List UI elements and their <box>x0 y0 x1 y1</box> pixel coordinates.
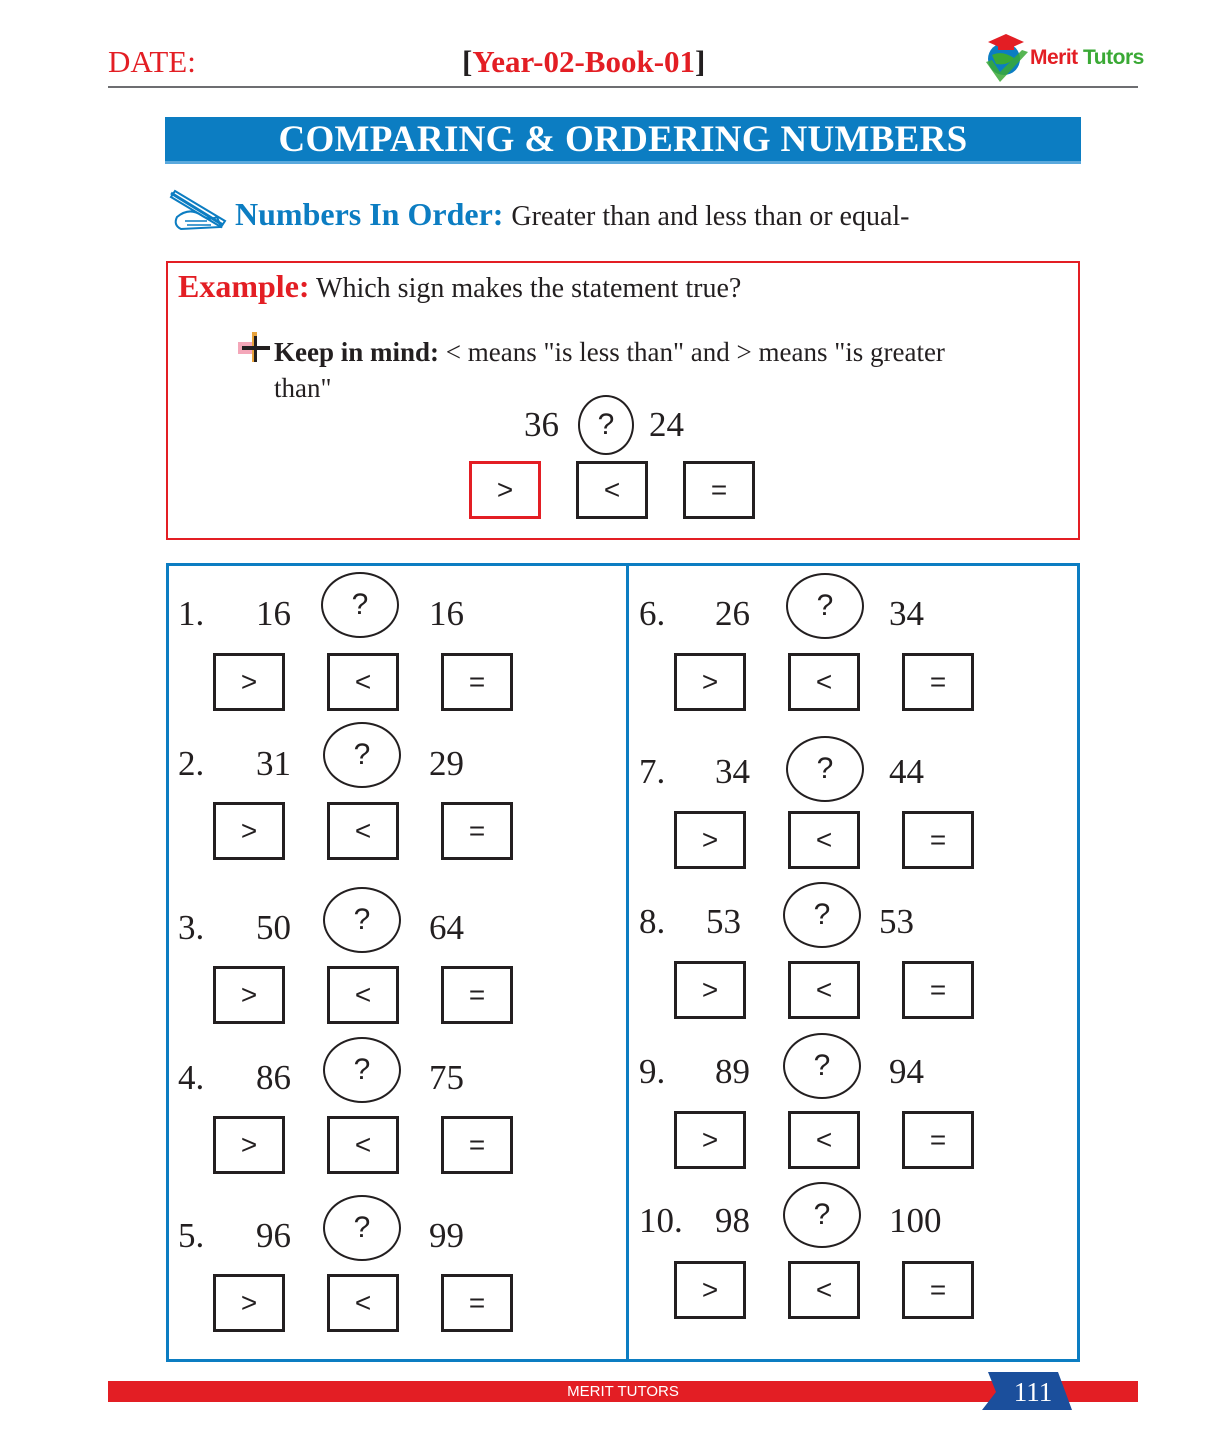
problem-5-left: 96 <box>256 1216 291 1255</box>
problem-8-right: 53 <box>879 902 914 941</box>
problem-3-choice-greater[interactable]: > <box>213 966 285 1024</box>
problem-10-choice-less[interactable]: < <box>788 1261 860 1319</box>
example-question <box>178 268 741 305</box>
problem-10-choice-equal[interactable]: = <box>902 1261 974 1319</box>
problem-4-choice-less[interactable]: < <box>327 1116 399 1174</box>
problem-8-choice-equal[interactable]: = <box>902 961 974 1019</box>
problem-6-circle: ? <box>786 573 864 639</box>
page-title: COMPARING & ORDERING NUMBERS <box>278 118 968 160</box>
problem-9-left: 89 <box>715 1052 750 1091</box>
problem-1-choice-less[interactable]: < <box>327 653 399 711</box>
logo-wordmark <box>1030 46 1144 70</box>
example-label: Example: <box>178 268 310 304</box>
section-subtitle: Greater than and less than or equal- <box>511 201 910 232</box>
problem-7-right: 44 <box>889 752 924 791</box>
problem-3-choice-equal[interactable]: = <box>441 966 513 1024</box>
keep-in-mind-text: < means "is less than" and > means "is greater than" <box>274 337 945 403</box>
problem-7-index: 7. <box>639 752 666 791</box>
problem-2-choice-greater[interactable]: > <box>213 802 285 860</box>
problem-6-index: 6. <box>639 594 666 633</box>
problem-1-left: 16 <box>256 594 291 633</box>
problem-5-choice-equal[interactable]: = <box>441 1274 513 1332</box>
problem-2-choice-less[interactable]: < <box>327 802 399 860</box>
example-right-number: 24 <box>649 405 684 444</box>
example-left-number: 36 <box>524 405 559 444</box>
page-number: 111 <box>1013 1377 1053 1407</box>
problem-5-index: 5. <box>178 1216 205 1255</box>
header-divider <box>108 86 1138 88</box>
problem-3-left: 50 <box>256 908 291 947</box>
keep-in-mind-note <box>274 334 1004 406</box>
footer-brand: MERIT TUTORS <box>567 1383 679 1400</box>
problem-4-index: 4. <box>178 1058 205 1097</box>
problem-2-circle: ? <box>323 722 401 788</box>
problem-4-left: 86 <box>256 1058 291 1097</box>
problem-9-index: 9. <box>639 1052 666 1091</box>
problem-4-right: 75 <box>429 1058 464 1097</box>
problem-7-choice-greater[interactable]: > <box>674 811 746 869</box>
problem-6-choice-greater[interactable]: > <box>674 653 746 711</box>
problem-1-right: 16 <box>429 594 464 633</box>
example-question-circle: ? <box>578 395 634 455</box>
hand-writing-icon <box>167 187 229 231</box>
problem-4-choice-equal[interactable]: = <box>441 1116 513 1174</box>
title-banner <box>165 117 1081 164</box>
problem-5-choice-less[interactable]: < <box>327 1274 399 1332</box>
problem-2-left: 31 <box>256 744 291 783</box>
problem-5-circle: ? <box>323 1195 401 1261</box>
problem-8-index: 8. <box>639 902 666 941</box>
problem-3-right: 64 <box>429 908 464 947</box>
book-bracket-open: [ <box>462 44 473 79</box>
problem-9-choice-greater[interactable]: > <box>674 1111 746 1169</box>
problem-5-choice-greater[interactable]: > <box>213 1274 285 1332</box>
problem-2-right: 29 <box>429 744 464 783</box>
problem-1-index: 1. <box>178 594 205 633</box>
problem-6-left: 26 <box>715 594 750 633</box>
book-bracket-close: ] <box>695 44 706 79</box>
problem-10-choice-greater[interactable]: > <box>674 1261 746 1319</box>
sparkle-bullet-icon <box>238 332 272 364</box>
section-heading-label: Numbers In Order: <box>235 196 504 232</box>
problem-3-circle: ? <box>323 887 401 953</box>
book-code <box>462 44 705 80</box>
section-heading <box>235 196 909 233</box>
problem-9-choice-equal[interactable]: = <box>902 1111 974 1169</box>
example-choice-greater[interactable]: > <box>469 461 541 519</box>
problem-2-index: 2. <box>178 744 205 783</box>
date-label: DATE: <box>108 44 196 79</box>
problem-3-index: 3. <box>178 908 205 947</box>
example-question-text: Which sign makes the statement true? <box>316 273 742 304</box>
problem-8-left: 53 <box>706 902 741 941</box>
problem-4-circle: ? <box>323 1037 401 1103</box>
problem-7-circle: ? <box>786 736 864 802</box>
problem-4-choice-greater[interactable]: > <box>213 1116 285 1174</box>
problem-3-choice-less[interactable]: < <box>327 966 399 1024</box>
problem-7-choice-equal[interactable]: = <box>902 811 974 869</box>
problem-6-choice-less[interactable]: < <box>788 653 860 711</box>
problem-6-right: 34 <box>889 594 924 633</box>
problem-5-right: 99 <box>429 1216 464 1255</box>
problem-8-choice-less[interactable]: < <box>788 961 860 1019</box>
problem-9-choice-less[interactable]: < <box>788 1111 860 1169</box>
problem-10-right: 100 <box>889 1201 942 1240</box>
problem-10-index: 10. <box>639 1201 683 1240</box>
problem-6-choice-equal[interactable]: = <box>902 653 974 711</box>
problem-10-left: 98 <box>715 1201 750 1240</box>
keep-in-mind-label: Keep in mind: <box>274 337 440 367</box>
logo-word-tutors: Tutors <box>1083 46 1144 69</box>
problem-2-choice-equal[interactable]: = <box>441 802 513 860</box>
problem-1-circle: ? <box>321 572 399 638</box>
problem-1-choice-equal[interactable]: = <box>441 653 513 711</box>
problem-10-circle: ? <box>783 1182 861 1248</box>
problem-7-left: 34 <box>715 752 750 791</box>
problem-8-circle: ? <box>783 882 861 948</box>
problem-9-right: 94 <box>889 1052 924 1091</box>
problem-9-circle: ? <box>783 1033 861 1099</box>
example-choice-less[interactable]: < <box>576 461 648 519</box>
column-divider <box>626 563 629 1362</box>
example-choice-equal[interactable]: = <box>683 461 755 519</box>
problem-1-choice-greater[interactable]: > <box>213 653 285 711</box>
book-code-text: Year-02-Book-01 <box>472 44 696 79</box>
problem-7-choice-less[interactable]: < <box>788 811 860 869</box>
problem-8-choice-greater[interactable]: > <box>674 961 746 1019</box>
logo-word-merit: Merit <box>1030 46 1078 69</box>
